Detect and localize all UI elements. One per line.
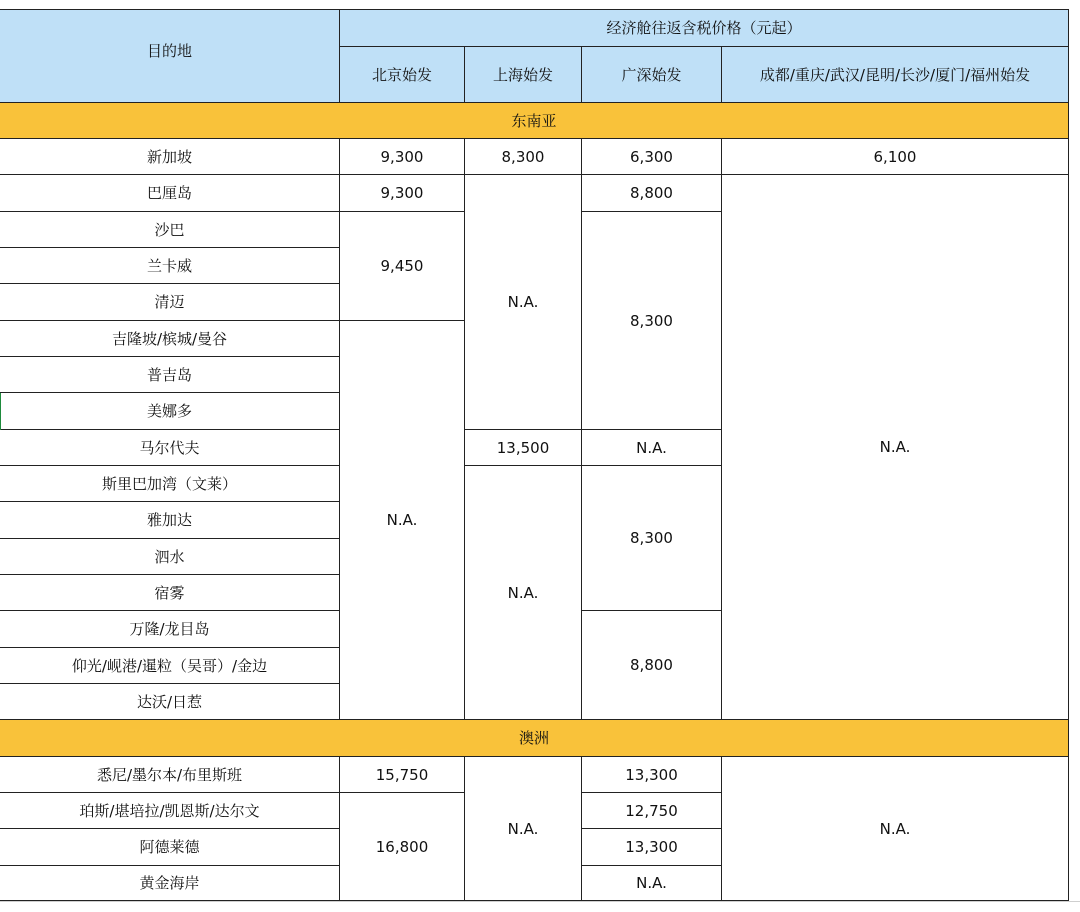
price-cell: N.A. [582,866,722,901]
destination-cell: 仰光/岘港/暹粒（吴哥）/金边 [0,648,340,684]
price-cell: N.A. [722,175,1069,720]
price-cell: 13,300 [582,757,722,793]
price-cell: 13,500 [465,430,582,466]
destination-cell: 美娜多 [0,393,340,430]
destination-cell: 泗水 [0,539,340,575]
selection-marker [0,393,1,430]
price-cell: 8,300 [465,139,582,175]
destination-cell: 雅加达 [0,502,340,539]
header-city-guangshen: 广深始发 [582,47,722,103]
header-destination: 目的地 [0,9,340,103]
destination-cell: 巴厘岛 [0,175,340,212]
destination-cell: 兰卡威 [0,248,340,284]
section-southeast-asia: 东南亚 [0,103,1069,139]
destination-cell: 斯里巴加湾（文莱） [0,466,340,502]
destination-cell: 阿德莱德 [0,829,340,866]
bottom-divider [0,901,1080,902]
header-price-title: 经济舱往返含税价格（元起） [340,9,1069,47]
price-cell: 9,300 [340,175,465,212]
destination-cell: 普吉岛 [0,357,340,393]
destination-cell: 宿雾 [0,575,340,611]
header-city-shanghai: 上海始发 [465,47,582,103]
header-city-beijing: 北京始发 [340,47,465,103]
price-cell: N.A. [722,757,1069,901]
header-city-others: 成都/重庆/武汉/昆明/长沙/厦门/福州始发 [722,47,1069,103]
destination-cell: 黄金海岸 [0,866,340,901]
destination-cell: 万隆/龙目岛 [0,611,340,648]
destination-cell: 吉隆坡/槟城/曼谷 [0,321,340,357]
price-cell: 16,800 [340,793,465,901]
price-cell: 8,800 [582,611,722,720]
price-cell: 12,750 [582,793,722,829]
destination-cell: 清迈 [0,284,340,321]
destination-cell: 达沃/日惹 [0,684,340,720]
price-cell: N.A. [465,466,582,720]
price-cell: N.A. [465,757,582,901]
price-cell: 9,300 [340,139,465,175]
destination-cell: 新加坡 [0,139,340,175]
price-cell: 6,300 [582,139,722,175]
price-cell: N.A. [465,175,582,430]
price-cell: 8,300 [582,466,722,611]
destination-cell: 沙巴 [0,212,340,248]
price-cell: N.A. [340,321,465,720]
destination-cell: 马尔代夫 [0,430,340,466]
price-cell: 8,800 [582,175,722,212]
price-cell: 15,750 [340,757,465,793]
destination-cell: 悉尼/墨尔本/布里斯班 [0,757,340,793]
price-cell: 6,100 [722,139,1069,175]
price-cell: 9,450 [340,212,465,321]
section-australia: 澳洲 [0,720,1069,757]
price-cell: N.A. [582,430,722,466]
price-cell: 13,300 [582,829,722,866]
destination-cell: 珀斯/堪培拉/凯恩斯/达尔文 [0,793,340,829]
price-cell: 8,300 [582,212,722,430]
